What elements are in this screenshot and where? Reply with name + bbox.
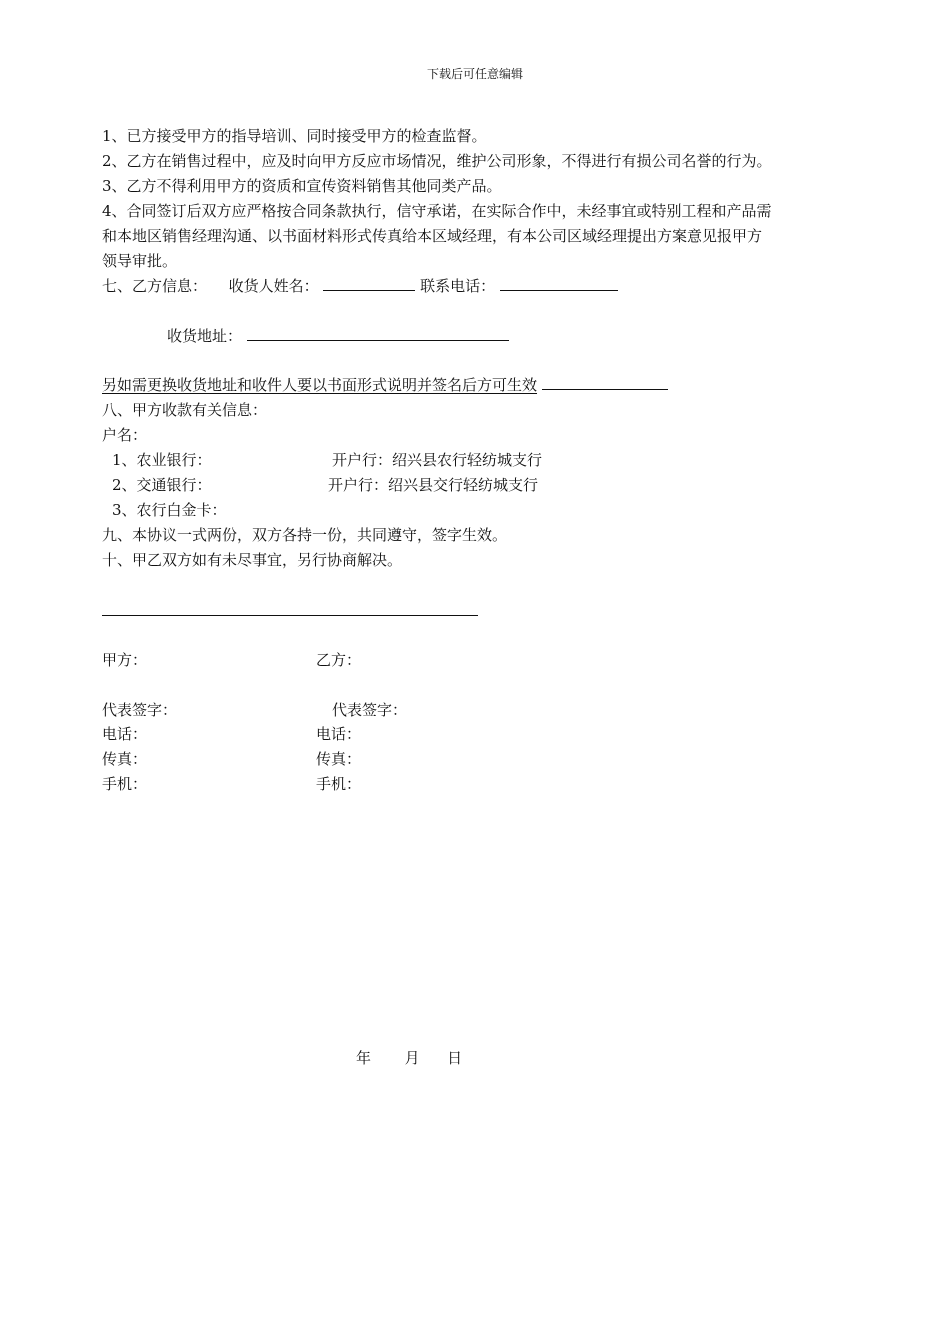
- receiver-name-label: 收货人姓名：: [228, 277, 319, 295]
- change-address-notice: 另如需更换收货地址和收件人要以书面形式说明并签名后方可生效: [102, 376, 538, 394]
- party-a-label: 甲方：: [102, 651, 148, 669]
- party-b-rep-signature: 代表签字：: [332, 701, 408, 719]
- party-a-rep-signature: 代表签字：: [102, 701, 178, 719]
- party-a-mobile: 手机：: [102, 775, 148, 793]
- change-address-notice-row: [102, 373, 668, 397]
- party-b-fax: 传真：: [316, 750, 362, 768]
- term-4-line-1: 4、合同签订后双方应严格按合同条款执行，信守承诺，在实际合作中，未经事宜或特别工程和产品需: [102, 202, 772, 220]
- party-b-label: 乙方：: [316, 651, 362, 669]
- term-2: 2、乙方在销售过程中，应及时向甲方反应市场情况，维护公司形象，不得进行有损公司名誉的行为。: [102, 152, 772, 170]
- bank-1-label: 1、农业银行：: [112, 451, 212, 469]
- party-b-tel: 电话：: [316, 725, 362, 743]
- platinum-card-label: 3、农行白金卡：: [112, 501, 227, 519]
- date-row: [356, 1046, 462, 1070]
- header-note: 下载后可任意编辑: [426, 67, 523, 81]
- receiver-name-blank: [323, 274, 415, 291]
- address-label: 收货地址：: [167, 327, 243, 345]
- term-3: 3、乙方不得利用甲方的资质和宣传资料销售其他同类产品。: [102, 177, 502, 195]
- term-1: 1、已方接受甲方的指导培训、同时接受甲方的检查监督。: [102, 127, 487, 145]
- bank-1-branch: 开户行：绍兴县农行轻纺城支行: [332, 451, 543, 469]
- section-7-heading: 七、乙方信息：: [102, 277, 208, 295]
- section-8-heading: 八、甲方收款有关信息：: [102, 401, 268, 419]
- date-day: 日: [447, 1049, 463, 1067]
- party-a-fax: 传真：: [102, 750, 148, 768]
- date-month: 月: [404, 1049, 420, 1067]
- term-4-line-3: 领导审批。: [102, 252, 178, 270]
- notice-blank: [542, 373, 668, 390]
- section-10: 十、甲乙双方如有未尽事宜，另行协商解决。: [102, 551, 403, 569]
- term-4-line-2: 和本地区销售经理沟通、以书面材料形式传真给本区域经理，有本公司区域经理提出方案意见报甲方: [102, 227, 763, 245]
- bank-2-label: 2、交通银行：: [112, 476, 212, 494]
- date-year: 年: [356, 1049, 372, 1067]
- phone-blank: [500, 274, 618, 291]
- section-7-row: [102, 274, 618, 298]
- address-row: [167, 324, 509, 348]
- party-a-tel: 电话：: [102, 725, 148, 743]
- account-name-label: 户名：: [102, 426, 148, 444]
- separator-rule: [102, 615, 478, 616]
- address-blank: [247, 324, 509, 341]
- party-b-mobile: 手机：: [316, 775, 362, 793]
- bank-2-branch: 开户行：绍兴县交行轻纺城支行: [328, 476, 539, 494]
- phone-label: 联系电话：: [420, 277, 496, 295]
- section-9: 九、本协议一式两份，双方各持一份，共同遵守，签字生效。: [102, 526, 508, 544]
